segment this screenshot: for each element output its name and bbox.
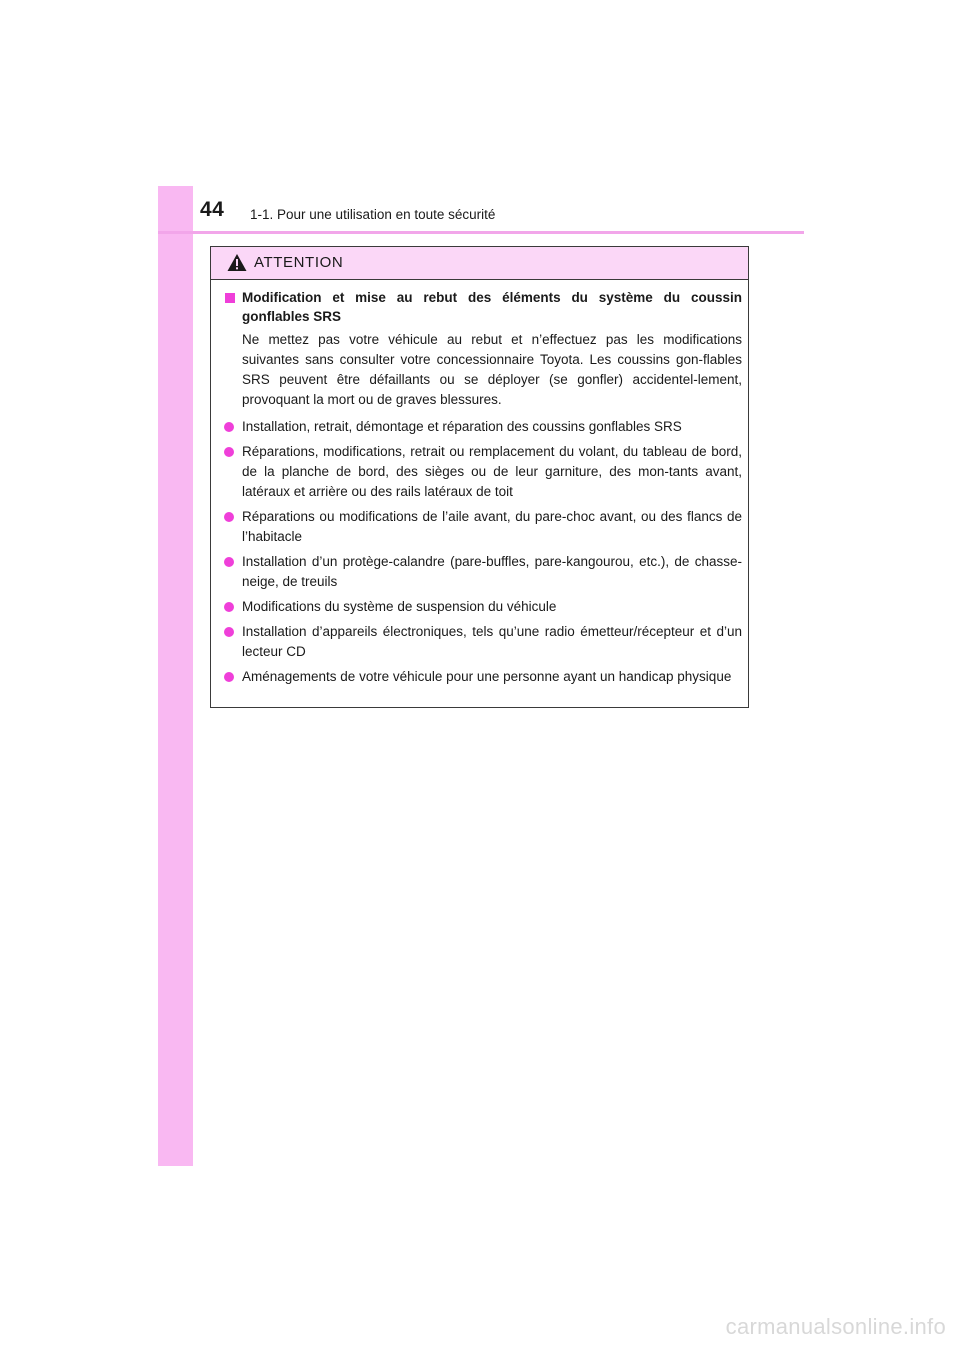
list-item-text: Installation d’un protège-calandre (pare-buffles, pare-kangourou, etc.), de chasse-neige, de treuils xyxy=(242,554,742,589)
list-item-text: Installation, retrait, démontage et réparation des coussins gonflables SRS xyxy=(242,419,682,434)
warning-triangle-icon xyxy=(227,253,247,272)
round-bullet-icon xyxy=(224,512,234,522)
warning-body xyxy=(211,289,748,692)
list-item-text: Réparations ou modifications de l’aile avant, du pare-choc avant, ou des flancs de l’habitacle xyxy=(242,509,742,544)
section-title: 1-1. Pour une utilisation en toute sécurité xyxy=(250,207,496,222)
warning-intro: Ne mettez pas votre véhicule au rebut et n’effectuez pas les modifications suivantes sans consulter votre concessionnaire Toyota. Les coussins gon-flables SRS peuvent être défaillants ou se déployer (se gonfler) accidentel-lement, provoquant la mort ou de graves blessures. xyxy=(242,332,742,407)
list-item xyxy=(242,417,742,437)
warning-list xyxy=(211,417,748,687)
list-item xyxy=(242,597,742,617)
list-item-text: Modifications du système de suspension du véhicule xyxy=(242,599,557,614)
round-bullet-icon xyxy=(224,627,234,637)
chapter-side-tab xyxy=(158,186,193,1166)
round-bullet-icon xyxy=(224,447,234,457)
page-number: 44 xyxy=(200,198,225,221)
list-item xyxy=(242,507,742,547)
round-bullet-icon xyxy=(224,602,234,612)
warning-box xyxy=(210,246,749,708)
list-item xyxy=(242,622,742,662)
warning-subheading-text: Modification et mise au rebut des éléments du système du coussin gonflables SRS xyxy=(242,290,742,324)
round-bullet-icon xyxy=(224,557,234,567)
list-item-text: Réparations, modifications, retrait ou remplacement du volant, du tableau de bord, de la planche de bord, des sièges ou de leur garniture, des mon-tants avant, latéraux et arrière ou des rails latéraux de toit xyxy=(242,444,742,499)
round-bullet-icon xyxy=(224,422,234,432)
header-rule xyxy=(158,231,804,234)
warning-title: ATTENTION xyxy=(254,254,344,271)
warning-subheading xyxy=(242,289,742,326)
list-item xyxy=(242,442,742,502)
warning-header xyxy=(211,247,748,280)
square-bullet-icon xyxy=(225,293,235,303)
list-item-text: Aménagements de votre véhicule pour une personne ayant un handicap physique xyxy=(242,669,732,684)
list-item-text: Installation d’appareils électroniques, tels qu’une radio émetteur/récepteur et d’un lecteur CD xyxy=(242,624,742,659)
list-item xyxy=(242,552,742,592)
watermark-link[interactable]: carmanualsonline.info xyxy=(725,1314,946,1339)
list-item xyxy=(242,667,742,687)
round-bullet-icon xyxy=(224,672,234,682)
